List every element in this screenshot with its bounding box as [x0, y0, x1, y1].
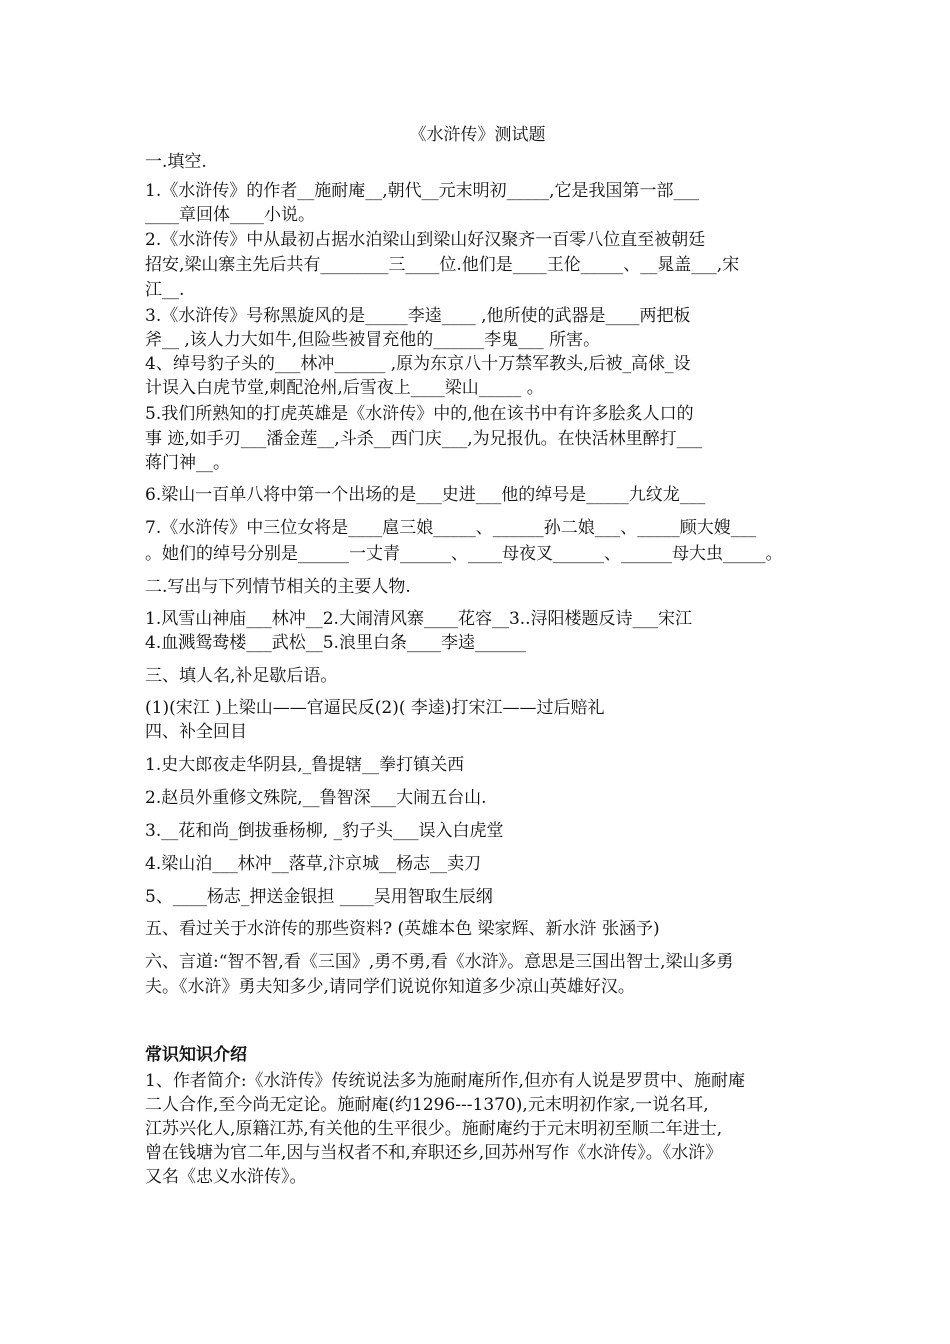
section-heading-saying: 六、言道:“智不智,看《三国》,勇不勇,看《水浒》。意思是三国出智士,梁山多勇	[145, 952, 734, 972]
question-text: ____章回体____小说。	[145, 205, 315, 225]
question-text: 7.《水浒传》中三位女将是____扈三娘_____、______孙二娘___、_____顾大嫂___	[145, 518, 757, 538]
section-heading-fill-blank: 一.填空.	[145, 152, 207, 172]
paragraph-text: 曾在钱塘为官二年,因与当权者不和,弃职还乡,回苏州写作《水浒传》。《水浒》	[145, 1143, 723, 1163]
question-text: 4.梁山泊___林冲__落草,汴京城__杨志__卖刀	[145, 854, 482, 874]
question-text: 江__.	[145, 280, 185, 300]
question-text: 5.我们所熟知的打虎英雄是《水浒传》中的,他在该书中有许多脍炙人口的	[145, 404, 694, 424]
question-text: 6.梁山一百单八将中第一个出场的是___史进___他的绰号是_____九纹龙___	[145, 485, 706, 505]
section-heading-characters: 二.写出与下列情节相关的主要人物.	[145, 577, 411, 597]
question-text: 1.史大郎夜走华阴县,_鲁提辖__拳打镇关西	[145, 755, 465, 775]
paragraph-text: 江苏兴化人,原籍江苏,有关他的生平很少。施耐庵约于元末明初至顺二年进士,	[145, 1119, 723, 1139]
section-heading-xiehouyu: 三、填人名,补足歇后语。	[145, 666, 338, 686]
question-text: 3.《水浒传》号称黑旋风的是_____李逵____ ,他所使的武器是____两把板	[145, 306, 691, 326]
question-text: (1)(宋江 )上梁山——官逼民反(2)( 李逵)打宋江——过后赔礼	[145, 698, 605, 718]
paragraph-text: 又名《忠义水浒传》。	[145, 1167, 307, 1187]
paragraph-text: 1、作者简介:《水浒传》传统说法多为施耐庵所作,但亦有人说是罗贯中、施耐庵	[145, 1071, 745, 1091]
question-text: 4.血溅鸳鸯楼___武松__5.浪里白条____李逵______	[145, 633, 526, 653]
question-text: 2.《水浒传》中从最初占据水泊梁山到梁山好汉聚齐一百零八位直至被朝廷	[145, 230, 706, 250]
question-text: 斧__ ,该人力大如牛,但险些被冒充他的______李鬼___ 所害。	[145, 330, 601, 350]
section-heading-knowledge: 常识知识介绍	[145, 1045, 247, 1065]
question-text: 1.风雪山神庙___林冲__2.大闹清风寨____花容__3..浔阳楼题反诗___宋江	[145, 609, 693, 629]
question-text: 4、绰号豹子头的___林冲______ ,原为东京八十万禁军教头,后被_高俅_设	[145, 354, 691, 374]
question-text: 5、____杨志_押送金银担 ____吴用智取生辰纲	[145, 887, 493, 907]
question-text: 招安,梁山寨主先后共有________三____位.他们是____王伦_____、__晁盖___,宋	[145, 255, 740, 275]
section-heading-chapters: 四、补全回目	[145, 722, 247, 742]
question-text: 计误入白虎节堂,刺配沧州,后雪夜上____梁山_____ 。	[145, 378, 544, 398]
question-text: 。她们的绰号分别是______一丈青______、____母夜叉______、______母大虫_____。	[145, 544, 783, 564]
paragraph-text: 二人合作,至今尚无定论。施耐庵(约1296---1370),元末明初作家,一说名耳,	[145, 1095, 709, 1115]
question-text: 1.《水浒传》的作者__施耐庵__,朝代__元末明初_____,它是我国第一部___	[145, 181, 700, 201]
question-text: 蒋门神__。	[145, 453, 230, 473]
page-title: 《水浒传》测试题	[409, 125, 546, 145]
section-heading-materials: 五、看过关于水浒传的那些资料? (英雄本色 梁家辉、新水浒 张涵予)	[145, 919, 660, 939]
question-text: 2.赵员外重修文殊院,__鲁智深___大闹五台山.	[145, 788, 487, 808]
question-text: 3.__花和尚_倒拔垂杨柳, _豹子头___误入白虎堂	[145, 821, 504, 841]
paragraph-text: 夫。《水浒》勇夫知多少,请同学们说说你知道多少凉山英雄好汉。	[145, 977, 635, 997]
question-text: 事 迹,如手刃___潘金莲__,斗杀__西门庆___,为兄报仇。在快活林里醉打___	[145, 429, 703, 449]
